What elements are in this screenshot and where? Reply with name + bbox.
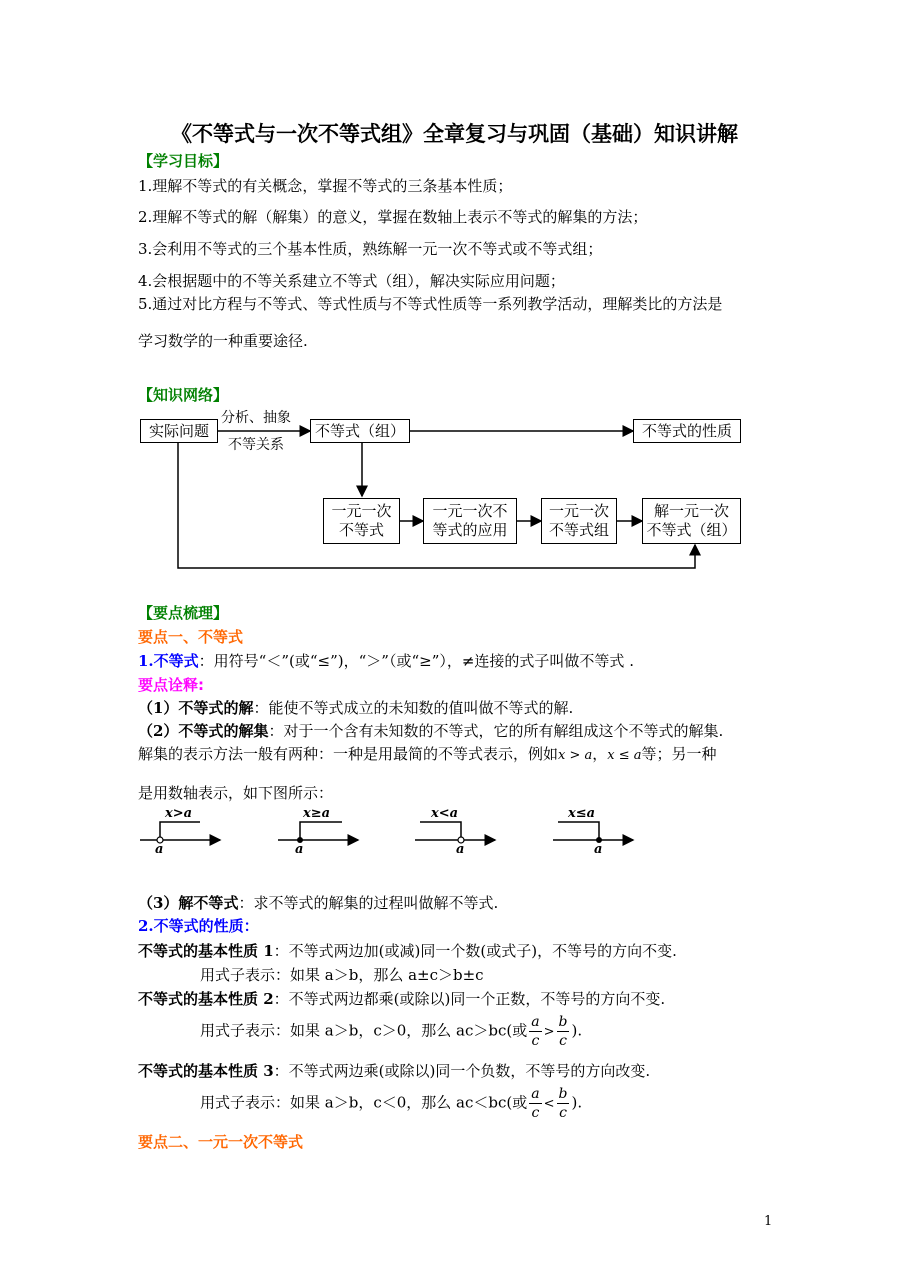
fraction-b-over-c: $\frac{b}{c}$ [558,1014,568,1049]
objective-item: 3.会利用不等式的三个基本性质，熟练解一元一次不等式或不等式组； [138,240,603,258]
number-line-gt [140,822,220,843]
objective-item: 2.理解不等式的解（解集）的意义，掌握在数轴上表示不等式的解集的方法； [138,208,648,226]
fraction-b-over-c: $\frac{b}{c}$ [558,1086,568,1121]
property-one-text: ：不等式两边加(或减)同一个数(或式子)，不等号的方向不变. [273,942,677,960]
property-one-label: 不等式的基本性质 1 [138,942,274,960]
objective-item: 5.通过对比方程与不等式、等式性质与不等式性质等一系列教学活动，理解类比的方法是 [138,295,723,313]
network-heading: 【知识网络】 [138,386,229,404]
number-line-label: x<a [431,806,459,821]
objective-item: 4.会根据题中的不等关系建立不等式（组），解决实际应用问题； [138,272,565,290]
property-three-text: ：不等式两边乘(或除以)同一个负数，不等号的方向改变. [273,1062,651,1080]
edge-label-analyze: 分析、抽象 [221,410,291,426]
keypoints-heading: 【要点梳理】 [138,604,229,622]
number-line-point: a [456,842,465,857]
point-one-heading: 要点一、不等式 [138,628,244,646]
number-line-label: x≥a [303,806,331,821]
solution-text: ：能使不等式成立的未知数的值叫做不等式的解. [253,699,574,717]
solution-set-text: ：对于一个含有未知数的不等式，它的所有解组成这个不等式的解集. [268,722,724,740]
representation-line-2: 是用数轴表示，如下图所示： [138,784,334,802]
example-le: x ≤ a [607,748,642,763]
number-line-lt [415,822,495,843]
edge-label-relation: 不等关系 [228,437,284,453]
page-number: 1 [764,1214,773,1229]
number-line-point: a [594,842,603,857]
fraction-a-over-c: $\frac{a}{c}$ [531,1086,540,1121]
number-line-label: x>a [165,806,193,821]
property-two-formula-text: 用式子表示：如果 a＞b，c＞0，那么 ac＞bc(或 [200,1021,528,1040]
objectives-heading: 【学习目标】 [138,152,229,170]
solve-inequality-label: （3）解不等式 [138,894,239,912]
property-one-formula: 用式子表示：如果 a＞b，那么 a±c＞b±c [200,966,484,984]
property-three-label: 不等式的基本性质 3 [138,1062,274,1080]
property-two-text: ：不等式两边都乘(或除以)同一个正数，不等号的方向不变. [273,990,666,1008]
definition-line [138,650,634,671]
number-line-le [553,822,633,843]
number-line-label: x≤a [568,806,596,821]
box-inequality-system: 不等式（组） [310,419,410,443]
property-one [138,940,677,961]
comparison-operator: < [543,1096,555,1112]
properties-heading: 2.不等式的性质： [138,917,259,935]
comparison-operator: > [543,1024,555,1040]
fraction-a-over-c: $\frac{a}{c}$ [531,1014,540,1049]
property-three-formula-text: 用式子表示：如果 a＞b，c＜0，那么 ac＜bc(或 [200,1093,528,1112]
definition-label: 1.不等式 [138,652,199,670]
box-linear-system: 一元一次 不等式组 [541,498,617,544]
box-linear-inequality: 一元一次 不等式 [323,498,400,544]
property-two-formula: 用式子表示：如果 a＞b，c＞0，那么 ac＞bc(或 $\frac{a}{c}$ > $\frac{b}{c}$ ). [200,1014,583,1049]
objective-item: 1.理解不等式的有关概念，掌握不等式的三条基本性质； [138,177,513,195]
point-two-heading: 要点二、一元一次不等式 [138,1133,304,1151]
objective-item: 学习数学的一种重要途径. [138,332,308,350]
property-three-formula: 用式子表示：如果 a＞b，c＜0，那么 ac＜bc(或 $\frac{a}{c}$ < $\frac{b}{c}$ ). [200,1086,583,1121]
definition-text: ：用符号“＜”(或“≤”)，“＞”（或“≥”），≠连接的式子叫做不等式 . [198,652,634,670]
example-gt: x > a [558,748,593,763]
solution-set-label: （2）不等式的解集 [138,722,269,740]
solution-line [138,697,573,718]
box-actual-problem: 实际问题 [140,419,218,443]
box-solve-linear: 解一元一次 不等式（组） [642,498,741,544]
solve-inequality-line [138,892,498,913]
representation-text-b: 等；另一种 [641,745,717,763]
property-two [138,988,665,1009]
number-line-ge [278,822,358,843]
solution-set-line [138,720,723,741]
explanation-heading: 要点诠释: [138,676,204,694]
page-title: 《不等式与一次不等式组》全章复习与巩固（基础）知识讲解 [171,122,738,146]
representation-line: 解集的表示方法一般有两种：一种是用最简的不等式表示，例如x > a，x ≤ a等；另一种 [138,745,717,763]
representation-text: 解集的表示方法一般有两种：一种是用最简的不等式表示，例如 [138,745,559,763]
solve-inequality-text: ：求不等式的解集的过程叫做解不等式. [238,894,499,912]
solution-label: （1）不等式的解 [138,699,254,717]
number-line-point: a [295,842,304,857]
box-inequality-properties: 不等式的性质 [633,419,741,443]
box-linear-application: 一元一次不 等式的应用 [423,498,517,544]
property-two-label: 不等式的基本性质 2 [138,990,274,1008]
property-three [138,1060,650,1081]
number-line-point: a [155,842,164,857]
